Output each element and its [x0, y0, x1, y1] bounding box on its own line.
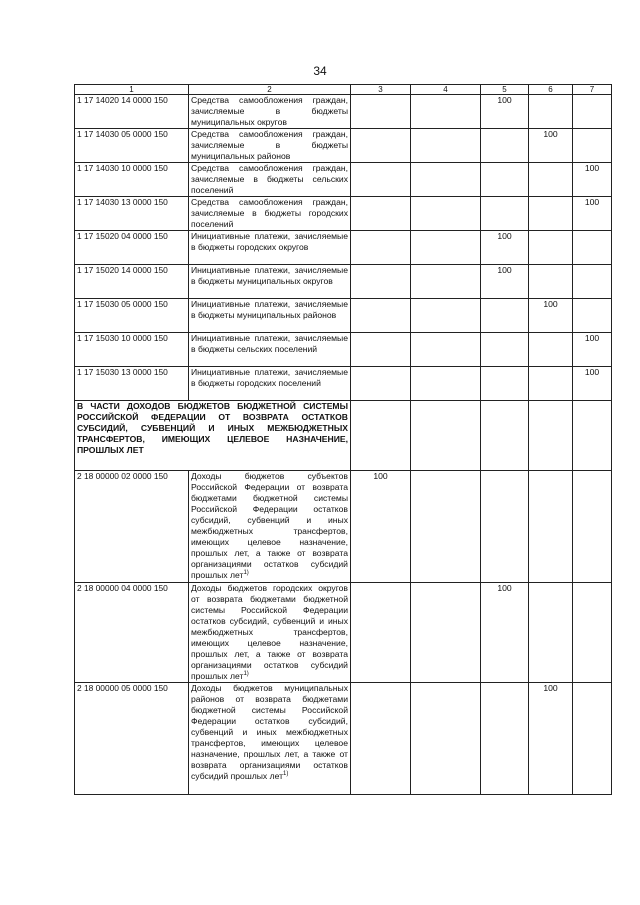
- table-row: [75, 683, 612, 795]
- income-description: Средства самообложения граждан, зачисляемые в бюджеты муниципальных округов: [189, 95, 351, 129]
- income-description: Инициативные платежи, зачисляемые в бюджеты муниципальных районов: [189, 299, 351, 333]
- table-row: [75, 163, 612, 197]
- col3-value: [351, 265, 411, 299]
- col3-value: [351, 163, 411, 197]
- col3-value: [351, 95, 411, 129]
- table-row: [75, 471, 612, 583]
- col7-value: [573, 95, 612, 129]
- col5-value: [481, 197, 529, 231]
- col6-value: 100: [529, 299, 573, 333]
- col7-value: [573, 129, 612, 163]
- budget-code: 1 17 15020 14 0000 150: [75, 265, 189, 299]
- income-description: [189, 471, 351, 583]
- col6-value: [529, 583, 573, 683]
- income-description: Инициативные платежи, зачисляемые в бюджеты сельских поселений: [189, 333, 351, 367]
- col6-value: [529, 333, 573, 367]
- budget-table: [74, 84, 612, 795]
- col5-value: [481, 333, 529, 367]
- col4-value: [411, 231, 481, 265]
- description-text: Доходы бюджетов муниципальных районов от возврата бюджетами бюджетной системы Российской Федерации остатков субсидий, субвенций и иных межбюджетных трансфертов, имеющих целевое назначение, прошлых лет, а также от возврата организациями остатков субсидий прошлых лет: [191, 683, 348, 781]
- table-row: [75, 197, 612, 231]
- col7-value: [573, 265, 612, 299]
- column-header: 1: [75, 85, 189, 95]
- table-row: [75, 367, 612, 401]
- budget-code: 1 17 14030 10 0000 150: [75, 163, 189, 197]
- col3-value: [351, 231, 411, 265]
- col7-value: [573, 471, 612, 583]
- income-description: [189, 583, 351, 683]
- income-description: Средства самообложения граждан, зачисляемые в бюджеты муниципальных районов: [189, 129, 351, 163]
- col5-value: 100: [481, 583, 529, 683]
- col3-value: [351, 333, 411, 367]
- budget-code: 1 17 15020 04 0000 150: [75, 231, 189, 265]
- budget-code: 1 17 14030 13 0000 150: [75, 197, 189, 231]
- income-description: Инициативные платежи, зачисляемые в бюджеты городских поселений: [189, 367, 351, 401]
- col5-value: 100: [481, 231, 529, 265]
- budget-code: 2 18 00000 02 0000 150: [75, 471, 189, 583]
- col6-value: [529, 471, 573, 583]
- column-header: 4: [411, 85, 481, 95]
- description-text: Доходы бюджетов субъектов Российской Федерации от возврата бюджетами бюджетной системы Российской Федерации остатков субсидий, субвенций и иных межбюджетных трансфертов, имеющих целевое назначение, прошлых лет, а также от возврата организациями остатков субсидий прошлых лет: [191, 471, 348, 580]
- col4-value: [411, 265, 481, 299]
- col3-value: [351, 299, 411, 333]
- col5-value: [481, 299, 529, 333]
- col3-value: 100: [351, 471, 411, 583]
- col4-value: [411, 129, 481, 163]
- table-row: [75, 129, 612, 163]
- col6-value: 100: [529, 683, 573, 795]
- column-header: 7: [573, 85, 612, 95]
- table-row: [75, 333, 612, 367]
- col4-value: [411, 683, 481, 795]
- col5-value: [481, 471, 529, 583]
- col4-value: [411, 471, 481, 583]
- budget-code: 1 17 14030 05 0000 150: [75, 129, 189, 163]
- footnote-mark: 1): [243, 570, 249, 577]
- empty-cell: [573, 401, 612, 471]
- col5-value: [481, 683, 529, 795]
- col3-value: [351, 129, 411, 163]
- column-header: 3: [351, 85, 411, 95]
- empty-cell: [411, 401, 481, 471]
- col7-value: [573, 583, 612, 683]
- col4-value: [411, 333, 481, 367]
- col5-value: 100: [481, 265, 529, 299]
- empty-cell: [351, 401, 411, 471]
- col6-value: 100: [529, 129, 573, 163]
- section-heading: В ЧАСТИ ДОХОДОВ БЮДЖЕТОВ БЮДЖЕТНОЙ СИСТЕМЫ РОССИЙСКОЙ ФЕДЕРАЦИИ ОТ ВОЗВРАТА ОСТАТКОВ СУБСИДИЙ, СУБВЕНЦИЙ И ИНЫХ МЕЖБЮДЖЕТНЫХ ТРАНСФЕРТОВ, ИМЕЮЩИХ ЦЕЛЕВОЕ НАЗНАЧЕНИЕ, ПРОШЛЫХ ЛЕТ: [75, 401, 351, 471]
- col6-value: [529, 197, 573, 231]
- budget-code: 1 17 15030 10 0000 150: [75, 333, 189, 367]
- col7-value: [573, 231, 612, 265]
- col4-value: [411, 95, 481, 129]
- income-description: Инициативные платежи, зачисляемые в бюджеты городских округов: [189, 231, 351, 265]
- col6-value: [529, 367, 573, 401]
- col3-value: [351, 367, 411, 401]
- col6-value: [529, 95, 573, 129]
- col4-value: [411, 163, 481, 197]
- footnote-mark: 1): [283, 771, 289, 778]
- col7-value: [573, 683, 612, 795]
- col4-value: [411, 367, 481, 401]
- table-row: [75, 231, 612, 265]
- table-row: [75, 95, 612, 129]
- column-header: 2: [189, 85, 351, 95]
- col7-value: 100: [573, 367, 612, 401]
- col4-value: [411, 299, 481, 333]
- description-text: Доходы бюджетов городских округов от возврата бюджетами бюджетной системы Российской Федерации остатков субсидий, субвенций и иных межбюджетных трансфертов, имеющих целевое назначение, прошлых лет, а также от возврата организациями остатков субсидий прошлых лет: [191, 583, 348, 681]
- col6-value: [529, 231, 573, 265]
- footnote-mark: 1): [243, 671, 249, 678]
- empty-cell: [529, 401, 573, 471]
- col3-value: [351, 683, 411, 795]
- col3-value: [351, 583, 411, 683]
- col7-value: 100: [573, 163, 612, 197]
- budget-code: 2 18 00000 05 0000 150: [75, 683, 189, 795]
- col7-value: 100: [573, 333, 612, 367]
- income-description: Средства самообложения граждан, зачисляемые в бюджеты сельских поселений: [189, 163, 351, 197]
- budget-code: 1 17 14020 14 0000 150: [75, 95, 189, 129]
- income-description: Средства самообложения граждан, зачисляемые в бюджеты городских поселений: [189, 197, 351, 231]
- budget-code: 1 17 15030 13 0000 150: [75, 367, 189, 401]
- col5-value: [481, 163, 529, 197]
- budget-code: 2 18 00000 04 0000 150: [75, 583, 189, 683]
- income-description: [189, 683, 351, 795]
- col4-value: [411, 583, 481, 683]
- col5-value: [481, 129, 529, 163]
- col6-value: [529, 163, 573, 197]
- column-number-row: [75, 85, 612, 95]
- column-header: 6: [529, 85, 573, 95]
- table-row: [75, 299, 612, 333]
- budget-code: 1 17 15030 05 0000 150: [75, 299, 189, 333]
- section-row: [75, 401, 612, 471]
- empty-cell: [481, 401, 529, 471]
- col7-value: 100: [573, 197, 612, 231]
- col4-value: [411, 197, 481, 231]
- table-row: [75, 583, 612, 683]
- col5-value: 100: [481, 95, 529, 129]
- col6-value: [529, 265, 573, 299]
- table-row: [75, 265, 612, 299]
- income-description: Инициативные платежи, зачисляемые в бюджеты муниципальных округов: [189, 265, 351, 299]
- page-number: 34: [313, 64, 327, 78]
- col7-value: [573, 299, 612, 333]
- col5-value: [481, 367, 529, 401]
- column-header: 5: [481, 85, 529, 95]
- col3-value: [351, 197, 411, 231]
